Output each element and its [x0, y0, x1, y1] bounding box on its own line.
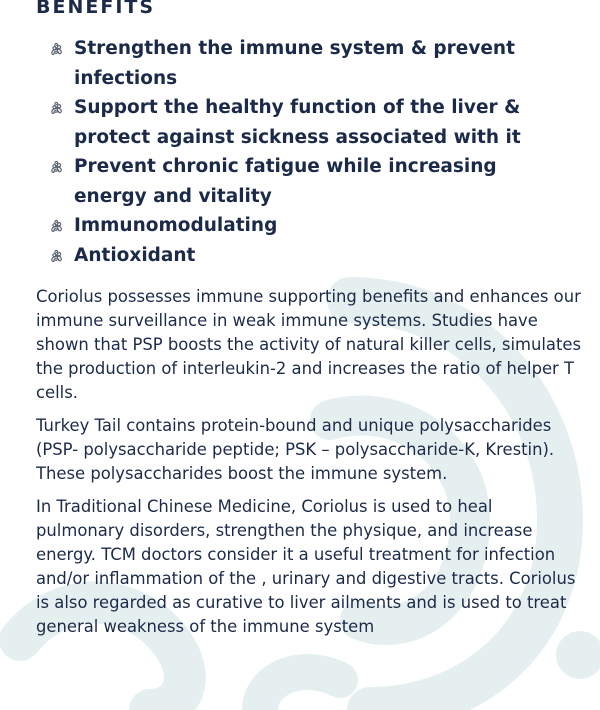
triskele-spiral-icon — [48, 40, 66, 58]
paragraph-turkey-tail: Turkey Tail contains protein-bound and unique polysaccharides (PSP- polysaccharide peptide; PSK – polysaccharide-K, Krestin). These polysaccharides boost the immune system. — [36, 416, 555, 483]
benefit-text: Support the healthy function of the liver & protect against sickness associated with it — [74, 97, 521, 148]
benefits-heading: BENEFITS — [36, 0, 156, 18]
benefit-item — [48, 93, 568, 152]
benefit-text: Immunomodulating — [74, 215, 278, 236]
benefit-text: Prevent chronic fatigue while increasing energy and vitality — [74, 156, 497, 207]
benefit-text: Strengthen the immune system & prevent infections — [74, 38, 515, 89]
benefit-text: Antioxidant — [74, 244, 196, 266]
triskele-spiral-icon — [48, 158, 66, 176]
triskele-spiral-icon — [48, 217, 66, 235]
benefit-item — [48, 34, 568, 93]
benefit-item — [48, 241, 568, 271]
benefit-item — [48, 211, 568, 241]
paragraph-tcm: In Traditional Chinese Medicine, Coriolus is used to heal pulmonary disorders, strengthen the physique, and increase energy. TCM doctors consider it a useful treatment for infection and/or inflammation of the , urinary and digestive tracts. Coriolus is also regarded as curative to liver ailments and is used to treat general weakness of the immune system — [36, 497, 576, 636]
description-section — [36, 285, 584, 648]
triskele-spiral-icon — [48, 99, 66, 117]
benefit-item — [48, 152, 568, 211]
benefits-list — [48, 34, 568, 270]
triskele-spiral-icon — [48, 247, 66, 265]
watermark-arc-bottom — [260, 672, 340, 710]
paragraph-coriolus-immune: Coriolus possesses immune supporting benefits and enhances our immune surveillance in weak immune systems. Studies have shown that PSP boosts the activity of natural killer cells, simulates the production of interleukin-2 and increases the ratio of helper T cells. — [36, 287, 581, 402]
